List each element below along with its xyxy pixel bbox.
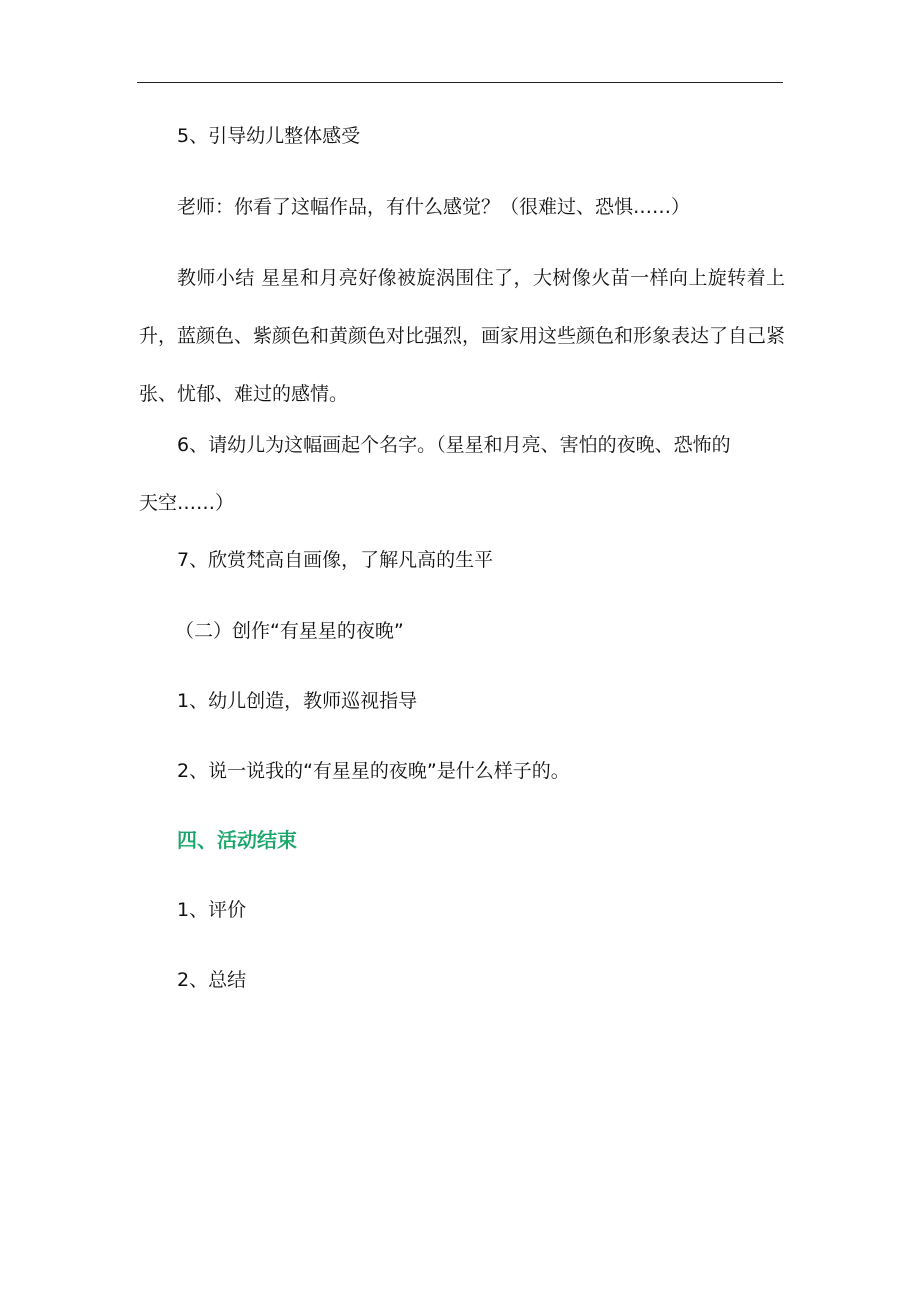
header-rule <box>137 82 783 83</box>
paragraph-teacher-summary: 教师小结 星星和月亮好像被旋涡围住了，大树像火苗一样向上旋转着上升，蓝颜色、紫颜色和黄颜色对比强烈，画家用这些颜色和形象表达了自己紧张、忧郁、难过的感情。 <box>139 267 786 405</box>
paragraph-create-section: （二）创作“有星星的夜晚” <box>175 620 404 642</box>
paragraph-step-5: 5、引导幼儿整体感受 <box>177 125 361 147</box>
paragraph-summary: 2、总结 <box>177 969 247 991</box>
paragraph-step-7: 7、欣赏梵高自画像，了解凡高的生平 <box>177 549 494 571</box>
paragraph-evaluation: 1、评价 <box>177 899 247 921</box>
paragraph-create-step-1: 1、幼儿创造，教师巡视指导 <box>177 690 418 712</box>
paragraph-teacher-question: 老师：你看了这幅作品，有什么感觉？（很难过、恐惧……） <box>177 196 691 218</box>
paragraph-create-step-2: 2、说一说我的“有星星的夜晚”是什么样子的。 <box>177 760 570 782</box>
section-heading-activity-end: 四、活动结束 <box>177 828 297 852</box>
paragraph-step-6: 6、请幼儿为这幅画起个名字。（星星和月亮、害怕的夜晚、恐怖的天空……） <box>139 434 731 514</box>
